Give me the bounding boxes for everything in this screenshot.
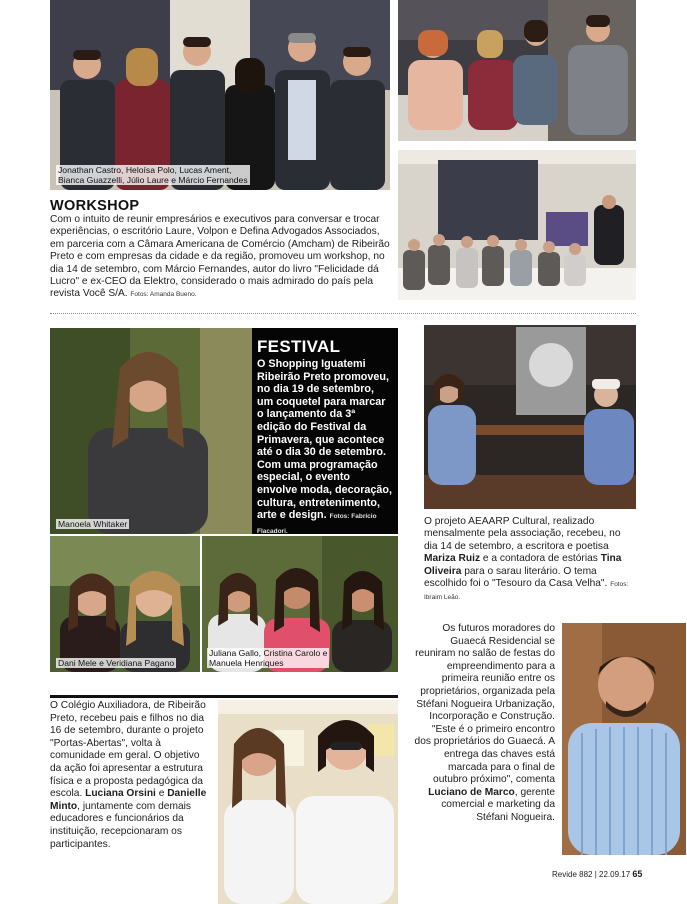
photo-luciano-de-marco — [562, 623, 686, 855]
aeaarp-name-tina: Tina Oliveira — [424, 553, 622, 577]
festival-heading: FESTIVAL — [257, 337, 341, 356]
caption-line: Jonathan Castro, Heloísa Polo, Lucas Ament, — [58, 165, 232, 175]
photo-manoela-whitaker — [50, 328, 252, 534]
guaeca-name-luciano: Luciano de Marco — [428, 786, 515, 798]
photo-aeaarp-sarau — [424, 325, 636, 509]
festival-credit: Fotos: Fabrício Flacadori. — [257, 513, 377, 535]
auxiliadora-text: e — [155, 788, 168, 800]
caption-manoela: Manoela Whitaker — [58, 519, 128, 529]
guaeca-text-block — [414, 623, 555, 825]
section-rule — [50, 695, 398, 698]
festival-text: O Shopping Iguatemi Ribeirão Preto promoveu, no dia 19 de setembro, um coquetel para marcar o lançamento da 3ª edição do Festival da Primavera, que acontece até o dia 30 de setembro. Com uma programação especial, o evento envolve moda, decoração, cultura, entretenimento, arte e design. — [257, 358, 393, 522]
guaeca-text: , gerente comercial e marketing da Stéfani Nogueira. — [441, 786, 555, 823]
aeaarp-name-mariza: Mariza Ruiz — [424, 553, 481, 565]
aeaarp-text: e a contadora de estórias — [480, 553, 601, 565]
workshop-heading: WORKSHOP — [50, 198, 140, 214]
caption-workshop-group — [56, 165, 250, 185]
workshop-text: Com o intuito de reunir empresários e executivos para conversar e trocar experiências, o escritório Laure, Volpon e Defina Advogados Associados, em parceria com a Câmara Americana de Comércio (Amcham) de Ribeirão Preto e com empresas da cidade e da região, promoveu um workshop, no dia 14 de setembro, com Márcio Fernandes, autor do livro "Felicidade dá Lucro" e ex-CEO da Elektro, considerado o mais admirado do país pela revista Você S/A. — [50, 214, 390, 300]
festival-text-block — [257, 358, 392, 538]
workshop-text-block — [50, 214, 390, 302]
festival-box — [252, 328, 398, 534]
auxiliadora-text: O Colégio Auxiliadora, de Ribeirão Preto, recebeu pais e filhos no dia 16 de setembro, durante o projeto "Portas-Abertas", volta à comunidade em geral. O objetivo da ação foi apresentar a estrutura física e a proposta pedagógica da escola. — [50, 700, 206, 800]
photo-workshop-audience — [398, 0, 636, 141]
folio-page-number: 65 — [632, 869, 643, 879]
auxiliadora-name-luciana: Luciana Orsini — [85, 788, 156, 800]
photo-workshop-room — [398, 150, 636, 300]
photo-luciana-danielle — [218, 700, 398, 904]
aeaarp-text: O projeto AEAARP Cultural, realizado mensalmente pela associação, recebeu, no dia 14 de setembro, a escritora e poetisa — [424, 516, 621, 552]
folio-issue: Revide 882 | 22.09.17 — [552, 870, 631, 879]
caption-dani-veridiana: Dani Mele e Veridiana Pagano — [58, 658, 175, 668]
caption-line: Bianca Guazzelli, Júlio Laure e Márcio Fernandes — [58, 175, 248, 185]
workshop-credit: Fotos: Amanda Bueno. — [130, 291, 197, 299]
caption-juliana-cristina-manuela — [207, 648, 329, 668]
auxiliadora-name-danielle: Danielle Minto — [50, 788, 207, 812]
aeaarp-text-block — [424, 516, 636, 605]
auxiliadora-text: , juntamente com demais educadores e funcionários da instituição, recepcionaram os participantes. — [50, 800, 191, 850]
aeaarp-text: para o sarau literário. O tema escolhido foi o "Tesouro da Casa Velha". — [424, 565, 608, 590]
caption-line: Manuela Henriques — [209, 658, 284, 668]
caption-line: Juliana Gallo, Cristina Carolo e — [209, 648, 328, 658]
aeaarp-credit: Fotos: Ibraim Leão. — [424, 581, 629, 602]
page-folio — [552, 869, 642, 879]
photo-dani-veridiana — [50, 536, 200, 672]
photo-workshop-group — [50, 0, 390, 190]
guaeca-text: Os futuros moradores do Guaecá Residencial se reuniram no salão de festas do empreendimento para a primeira reunião entre os proprietários, organizada pela Stéfani Nogueira Urbanização, Incorporação e Construção. "Este é o primeiro encontro dos proprietários do Guaecá. A entrega das chaves está marcada para o final de outubro próximo", comenta — [414, 623, 555, 786]
section-divider — [50, 313, 636, 314]
auxiliadora-text-block — [50, 700, 212, 851]
